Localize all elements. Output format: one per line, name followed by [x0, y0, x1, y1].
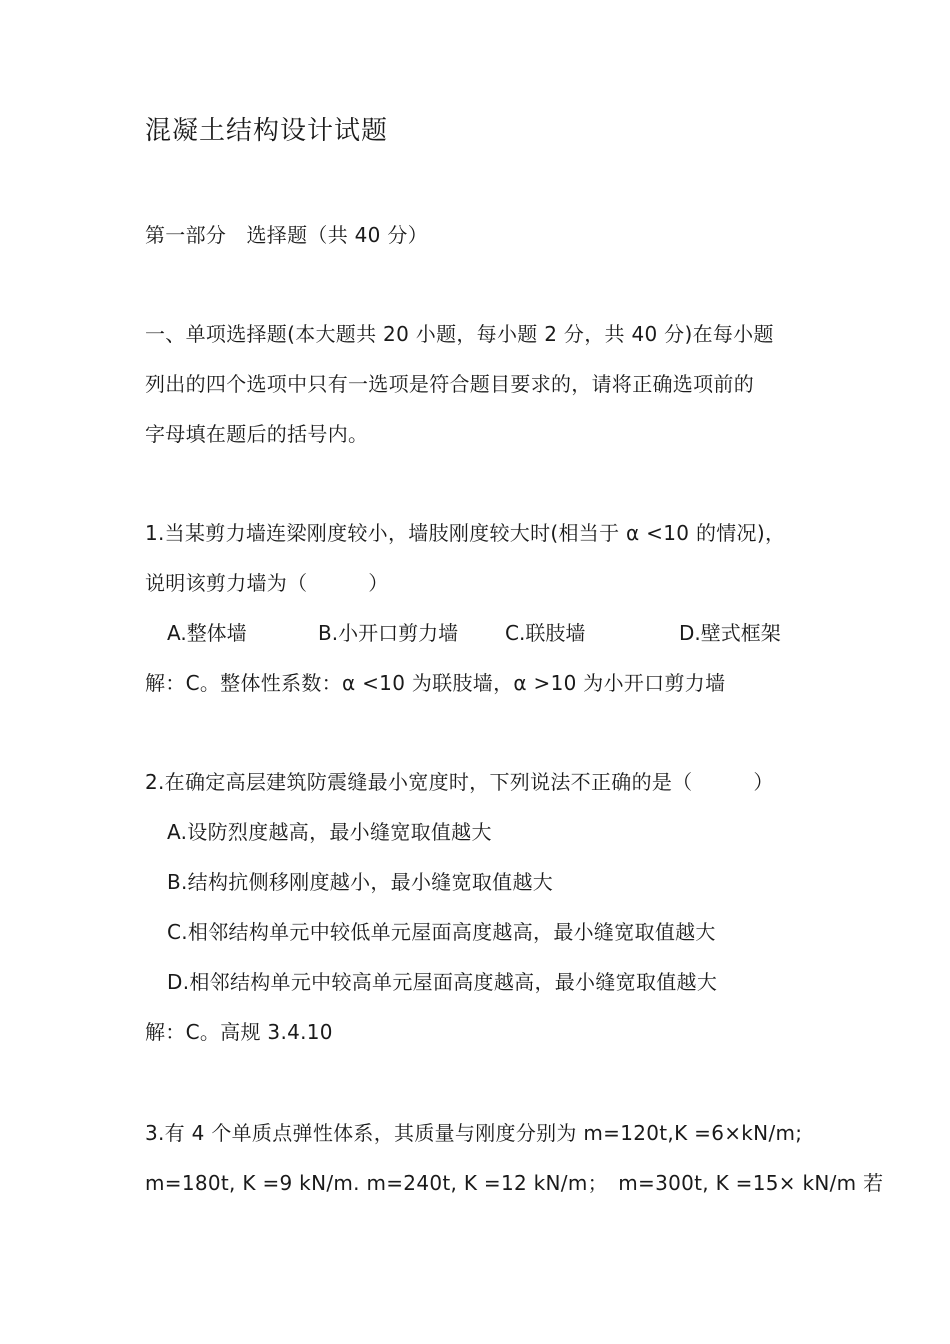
q2-option-b: B.结构抗侧移刚度越小，最小缝宽取值越大 — [167, 870, 554, 894]
q1-option-d: D.壁式框架 — [679, 621, 781, 645]
q2-stem: 2.在确定高层建筑防震缝最小宽度时，下列说法不正确的是（ ） — [145, 770, 774, 794]
q2-option-c: C.相邻结构单元中较低单元屋面高度越高，最小缝宽取值越大 — [167, 920, 716, 944]
q3-stem-line-1: 3.有 4 个单质点弹性体系，其质量与刚度分别为 m=120t,K =6×kN/m; — [145, 1121, 803, 1145]
q2-option-a: A.设防烈度越高，最小缝宽取值越大 — [167, 820, 492, 844]
document-title: 混凝土结构设计试题 — [145, 116, 389, 146]
instructions-line-2: 列出的四个选项中只有一选项是符合题目要求的，请将正确选项前的 — [145, 372, 754, 396]
q2-option-d: D.相邻结构单元中较高单元屋面高度越高，最小缝宽取值越大 — [167, 970, 718, 994]
q1-answer: 解：C。整体性系数：α <10 为联肢墙，α >10 为小开口剪力墙 — [145, 671, 726, 695]
q1-option-b: B.小开口剪力墙 — [318, 621, 459, 645]
instructions-line-1: 一、单项选择题(本大题共 20 小题，每小题 2 分，共 40 分)在每小题 — [145, 322, 774, 346]
q1-stem-line-1: 1.当某剪力墙连梁刚度较小，墙肢刚度较大时(相当于 α <10 的情况)， — [145, 521, 786, 545]
q1-stem-line-2: 说明该剪力墙为（ ） — [145, 571, 389, 595]
q1-option-c: C.联肢墙 — [505, 621, 586, 645]
instructions-line-3: 字母填在题后的括号内。 — [145, 422, 369, 446]
part-heading: 第一部分 选择题（共 40 分） — [145, 223, 428, 247]
q1-option-a: A.整体墙 — [167, 621, 247, 645]
q3-stem-line-2: m=180t, K =9 kN/m. m=240t, K =12 kN/m； m=300t, K =15× kN/m 若 — [145, 1171, 884, 1195]
q2-answer: 解：C。高规 3.4.10 — [145, 1020, 333, 1044]
